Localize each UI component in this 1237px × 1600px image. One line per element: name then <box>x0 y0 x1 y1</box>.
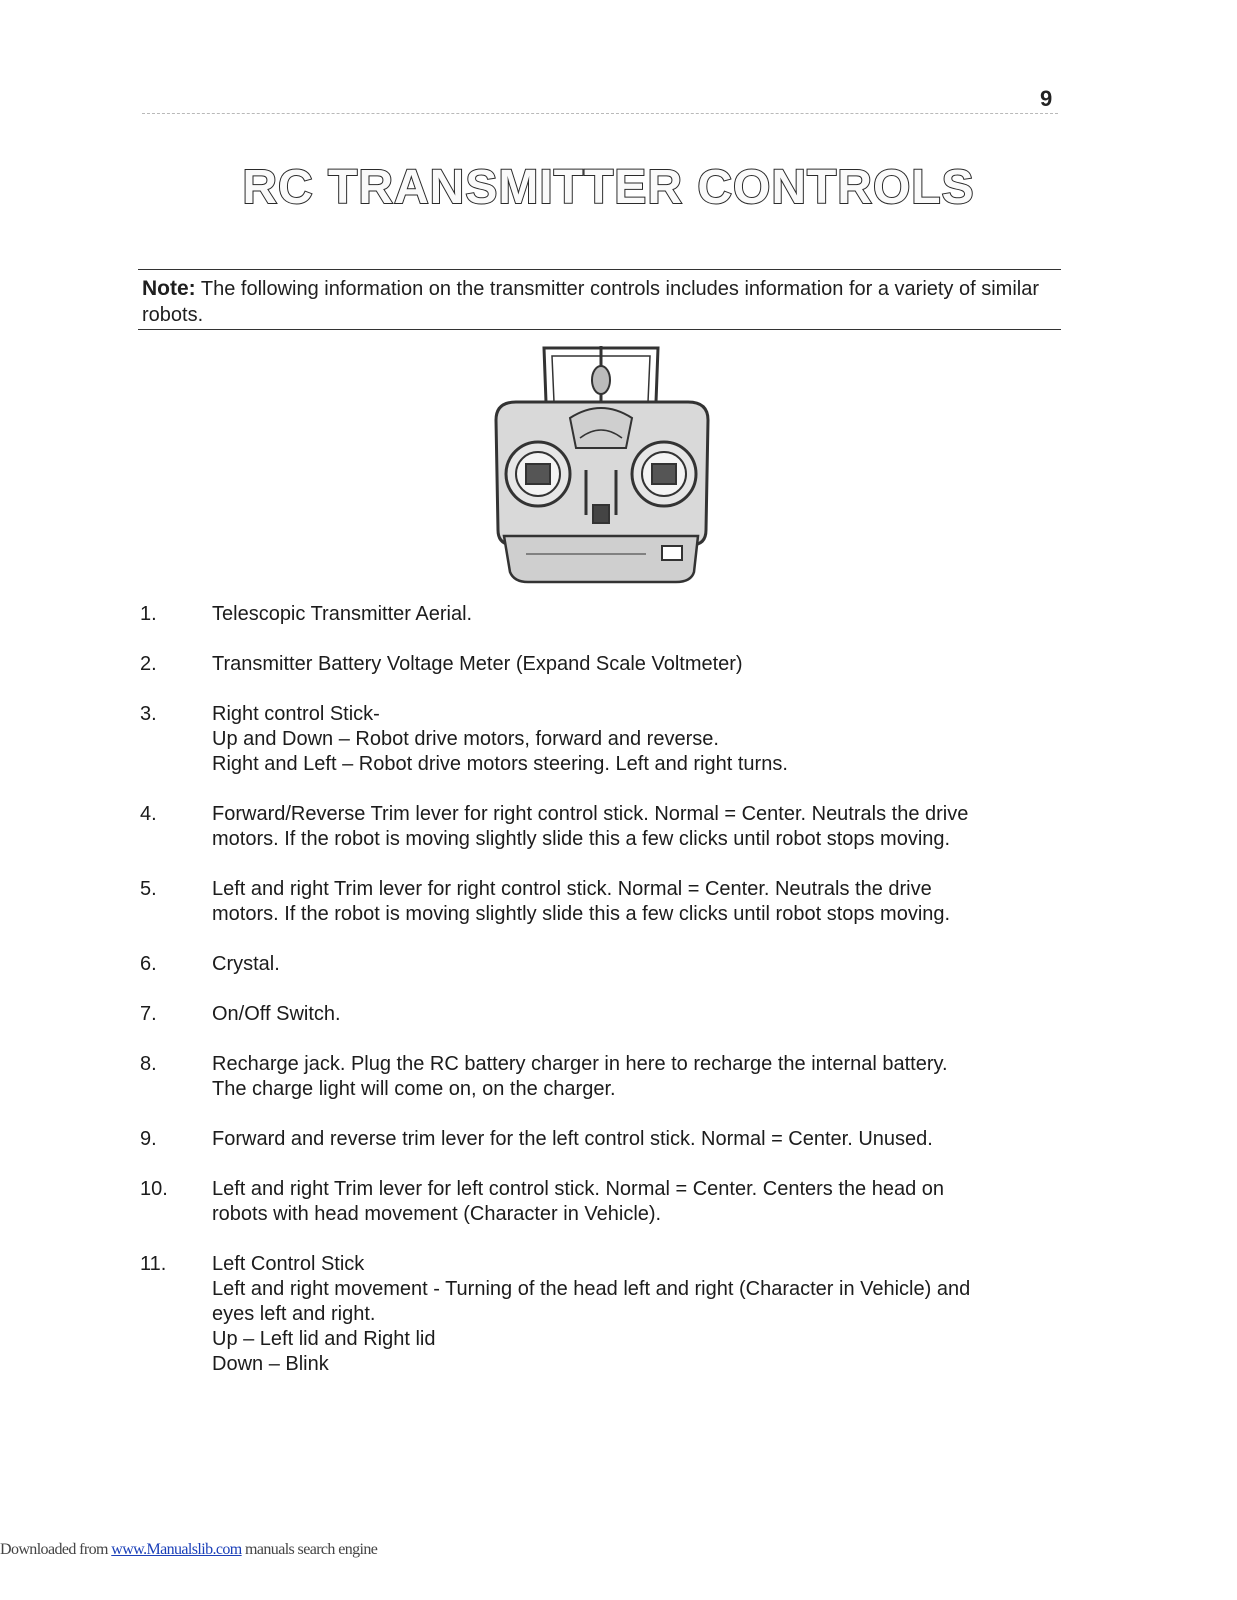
footer <box>0 1541 377 1559</box>
item-number: 1. <box>140 603 157 625</box>
item-text: Left Control Stick <box>212 1253 365 1275</box>
item-text: Left and right movement - Turning of the head left and right (Character in Vehicle) and <box>212 1278 971 1300</box>
note-block <box>142 276 1062 328</box>
item-text: Right control Stick- <box>212 703 380 725</box>
item-text: Recharge jack. Plug the RC battery charger in here to recharge the internal battery. <box>212 1053 948 1075</box>
item-number: 8. <box>140 1053 157 1075</box>
transmitter-illustration <box>486 340 718 586</box>
page-title: RC TRANSMITTER CONTROLS <box>242 161 975 214</box>
header-rule <box>142 113 1058 114</box>
item-text: Left and right Trim lever for right control stick. Normal = Center. Neutrals the drive <box>212 878 932 900</box>
item-number: 11. <box>140 1253 167 1275</box>
item-text: motors. If the robot is moving slightly slide this a few clicks until robot stops moving. <box>212 828 951 850</box>
item-text: Right and Left – Robot drive motors steering. Left and right turns. <box>212 753 788 775</box>
item-text: Left and right Trim lever for left control stick. Normal = Center. Centers the head on <box>212 1178 945 1200</box>
item-text: Down – Blink <box>212 1353 329 1375</box>
item-number: 10. <box>140 1178 168 1200</box>
item-text: Up and Down – Robot drive motors, forward and reverse. <box>212 728 719 750</box>
item-text: robots with head movement (Character in Vehicle). <box>212 1203 662 1225</box>
note-rule-top <box>138 269 1061 270</box>
item-number: 2. <box>140 653 157 675</box>
item-text: The charge light will come on, on the charger. <box>212 1078 616 1100</box>
item-text: Transmitter Battery Voltage Meter (Expand Scale Voltmeter) <box>212 653 743 675</box>
item-text: On/Off Switch. <box>212 1003 341 1025</box>
item-number: 9. <box>140 1128 157 1150</box>
item-text: Forward/Reverse Trim lever for right control stick. Normal = Center. Neutrals the drive <box>212 803 969 825</box>
item-text: Up – Left lid and Right lid <box>212 1328 436 1350</box>
item-text: eyes left and right. <box>212 1303 376 1325</box>
item-number: 7. <box>140 1003 157 1025</box>
page-number: 9 <box>1040 86 1053 111</box>
manualslib-link[interactable]: www.Manualslib.com <box>111 1541 242 1558</box>
item-text: Crystal. <box>212 953 280 975</box>
footer-suffix: manuals search engine <box>241 1541 378 1558</box>
note-label: Note: <box>142 277 196 300</box>
item-text: motors. If the robot is moving slightly slide this a few clicks until robot stops moving. <box>212 903 951 925</box>
item-number: 4. <box>140 803 157 825</box>
item-number: 3. <box>140 703 157 725</box>
item-text: Forward and reverse trim lever for the left control stick. Normal = Center. Unused. <box>212 1128 933 1150</box>
item-text: Telescopic Transmitter Aerial. <box>212 603 473 625</box>
note-rule-bottom <box>138 329 1061 330</box>
item-number: 6. <box>140 953 157 975</box>
note-text: The following information on the transmitter controls includes information for a variety of similar robots. <box>142 278 1040 326</box>
footer-prefix: Downloaded from <box>0 1541 112 1558</box>
item-number: 5. <box>140 878 157 900</box>
